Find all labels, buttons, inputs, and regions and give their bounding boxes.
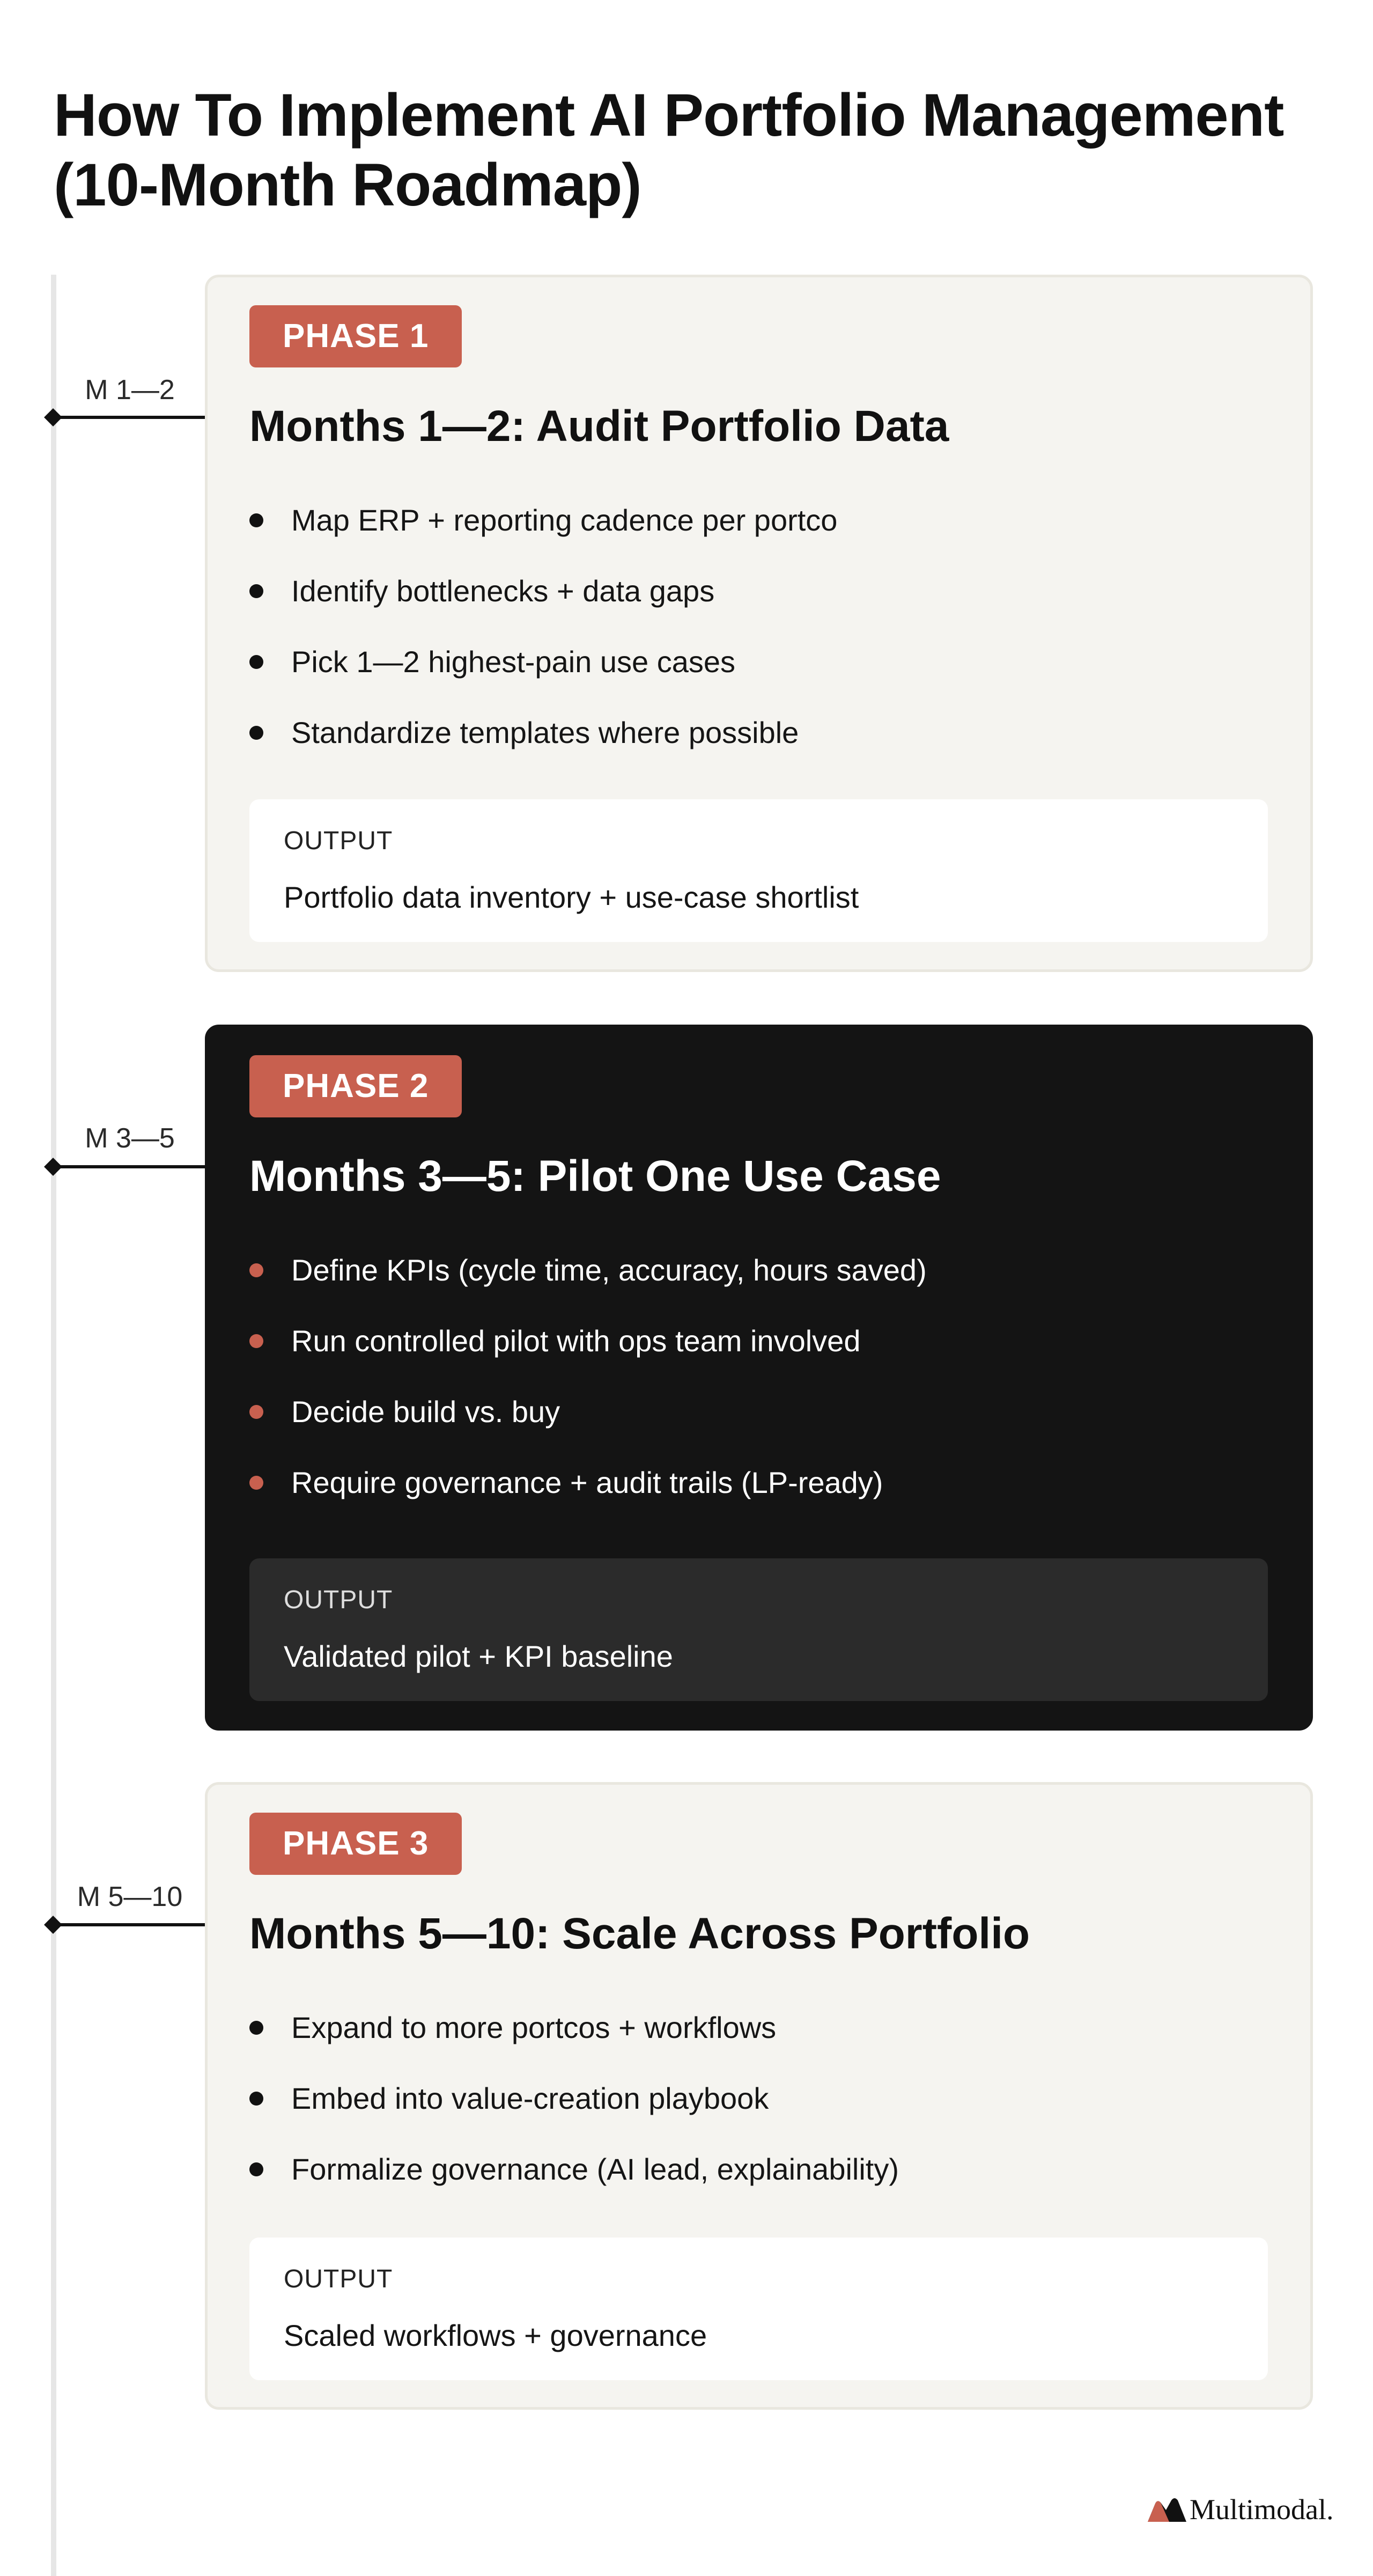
bullet-text: Decide build vs. buy [291,1395,560,1429]
output-box [249,2238,1268,2380]
timeline-node-2 [44,1158,62,1176]
bullet-text: Standardize templates where possible [291,716,799,749]
output-text: Portfolio data inventory + use-case shortlist [284,880,859,914]
output-label: OUTPUT [284,2265,393,2293]
bullet-dot-icon [249,1405,263,1419]
bullet-item [249,573,837,644]
bullet-item [249,2010,899,2081]
bullet-dot-icon [249,513,263,527]
bullet-item [249,644,837,715]
bullet-dot-icon [249,1334,263,1348]
bullet-text: Map ERP + reporting cadence per portco [291,503,838,537]
phase-title: Months 3—5: Pilot One Use Case [249,1152,941,1201]
phase-bullet-list [249,2010,899,2222]
phase-card-3 [205,1782,1313,2410]
bullet-item [249,1253,927,1323]
bullet-dot-icon [249,655,263,669]
bullet-text: Expand to more portcos + workflows [291,2011,777,2044]
phase-card-2 [205,1025,1313,1731]
phase-bullet-list [249,503,837,786]
phase-badge: PHASE 2 [249,1055,462,1117]
output-box [249,1558,1268,1701]
bullet-dot-icon [249,2162,263,2176]
phase-title: Months 5—10: Scale Across Portfolio [249,1909,1030,1958]
bullet-dot-icon [249,2092,263,2106]
output-text: Scaled workflows + governance [284,2319,707,2352]
bullet-dot-icon [249,2021,263,2035]
timeline-node-3 [44,1916,62,1934]
timeline-line [51,275,56,2576]
bullet-text: Require governance + audit trails (LP-ready) [291,1466,883,1499]
bullet-dot-icon [249,1476,263,1490]
timeline-connector-2 [54,1165,205,1168]
phase-title: Months 1—2: Audit Portfolio Data [249,402,949,451]
bullet-dot-icon [249,1263,263,1277]
phase-badge: PHASE 1 [249,305,462,367]
brand-name: Multimodal. [1190,2493,1334,2526]
bullet-text: Identify bottlenecks + data gaps [291,574,715,608]
output-box [249,799,1268,942]
phase-badge: PHASE 3 [249,1813,462,1875]
bullet-item [249,503,837,573]
bullet-text: Formalize governance (AI lead, explainability) [291,2152,899,2186]
timeline-month-label-1: M 1—2 [85,374,175,406]
output-label: OUTPUT [284,1586,393,1614]
mountain-logo-icon [1148,2497,1186,2522]
bullet-item [249,1465,927,1536]
bullet-text: Run controlled pilot with ops team involved [291,1324,861,1358]
bullet-text: Embed into value-creation playbook [291,2081,769,2115]
brand-logo [1148,2491,1334,2528]
bullet-item [249,1323,927,1394]
output-text: Validated pilot + KPI baseline [284,1639,673,1673]
timeline-month-label-2: M 3—5 [85,1123,175,1154]
bullet-item [249,1394,927,1465]
output-label: OUTPUT [284,827,393,855]
bullet-text: Pick 1—2 highest-pain use cases [291,645,735,679]
bullet-text: Define KPIs (cycle time, accuracy, hours saved) [291,1253,927,1287]
phase-bullet-list [249,1253,927,1536]
page-title: How To Implement AI Portfolio Management (10-Month Roadmap) [54,82,1284,218]
timeline-connector-3 [54,1923,205,1926]
bullet-item [249,2081,899,2152]
bullet-item [249,2152,899,2222]
bullet-dot-icon [249,584,263,598]
bullet-dot-icon [249,726,263,740]
phase-card-1 [205,275,1313,972]
timeline-node-1 [44,408,62,426]
timeline-connector-1 [54,416,205,419]
timeline-month-label-3: M 5—10 [77,1881,183,1912]
bullet-item [249,715,837,786]
